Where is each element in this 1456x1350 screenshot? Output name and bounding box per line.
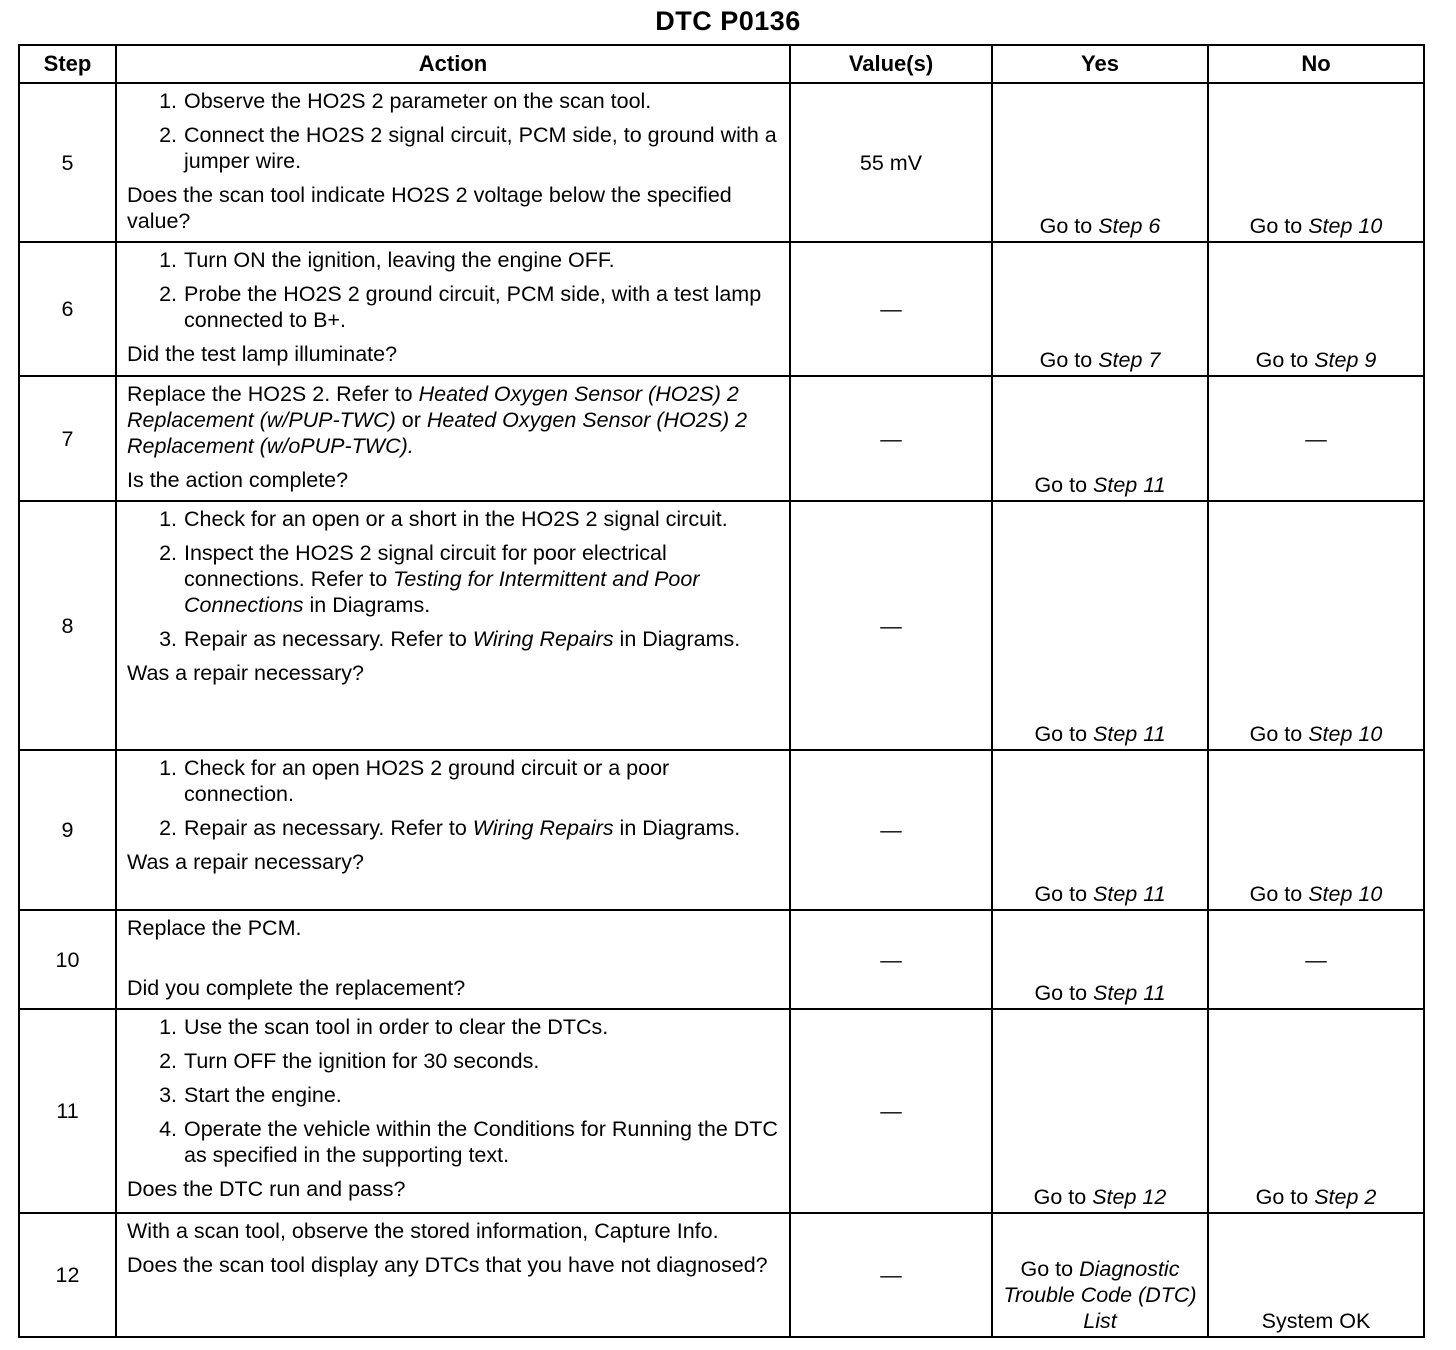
no-cell xyxy=(1208,242,1424,376)
list-item: 1. Check for an open HO2S 2 ground circuit or a poor connection. xyxy=(183,755,781,807)
yes-prefix: Go to xyxy=(1020,1257,1080,1281)
step-number: 6 xyxy=(19,242,116,376)
action-cell xyxy=(116,242,790,376)
value-cell: 55 mV xyxy=(790,83,992,242)
yes-step-link[interactable]: Step 11 xyxy=(1093,722,1166,746)
reference-link[interactable]: Heated Oxygen Sensor (HO2S) 2 Replacement (w/PUP-TWC) xyxy=(127,382,739,432)
table-row xyxy=(19,1213,1424,1337)
yes-reference-link[interactable]: Diagnostic Trouble Code (DTC) List xyxy=(1003,1257,1197,1333)
action-question: Does the scan tool indicate HO2S 2 voltage below the specified value? xyxy=(127,183,732,233)
action-question: Did the test lamp illuminate? xyxy=(127,342,398,366)
list-item: 4. Operate the vehicle within the Conditions for Running the DTC as specified in the supporting text. xyxy=(183,1116,781,1168)
table-row xyxy=(19,242,1424,376)
action-text: or xyxy=(395,408,427,432)
yes-step-link[interactable]: Step 11 xyxy=(1093,981,1166,1005)
action-list xyxy=(127,755,781,841)
action-text: Replace the HO2S 2. Refer to xyxy=(127,382,419,406)
action-question: Is the action complete? xyxy=(127,468,349,492)
no-cell: — xyxy=(1208,910,1424,1009)
no-step-link[interactable]: Step 10 xyxy=(1308,214,1383,238)
action-text: in Diagrams. xyxy=(613,816,741,840)
no-prefix: Go to xyxy=(1249,722,1309,746)
header-value: Value(s) xyxy=(790,45,992,83)
diagnostic-table xyxy=(18,44,1425,1338)
list-item: 1. Observe the HO2S 2 parameter on the scan tool. xyxy=(183,88,781,114)
no-prefix: Go to xyxy=(1249,214,1309,238)
yes-cell xyxy=(992,83,1208,242)
yes-step-link[interactable]: Step 11 xyxy=(1093,882,1166,906)
action-text: Repair as necessary. Refer to xyxy=(184,816,473,840)
yes-cell xyxy=(992,1213,1208,1337)
step-number: 7 xyxy=(19,376,116,501)
header-yes: Yes xyxy=(992,45,1208,83)
yes-cell xyxy=(992,910,1208,1009)
list-item: 2. Turn OFF the ignition for 30 seconds. xyxy=(183,1048,781,1074)
yes-step-link[interactable]: Step 6 xyxy=(1098,214,1161,238)
value-cell: — xyxy=(790,910,992,1009)
action-cell xyxy=(116,501,790,750)
action-question: Does the DTC run and pass? xyxy=(127,1177,406,1201)
action-paragraph xyxy=(127,381,781,459)
table-row xyxy=(19,376,1424,501)
yes-cell xyxy=(992,501,1208,750)
no-cell xyxy=(1208,750,1424,910)
table-row xyxy=(19,1009,1424,1213)
action-list xyxy=(127,247,781,333)
no-cell xyxy=(1208,501,1424,750)
yes-prefix: Go to xyxy=(1034,722,1094,746)
no-cell: — xyxy=(1208,376,1424,501)
action-question: Does the scan tool display any DTCs that you have not diagnosed? xyxy=(127,1253,768,1277)
list-item: 2. Probe the HO2S 2 ground circuit, PCM side, with a test lamp connected to B+. xyxy=(183,281,781,333)
header-action: Action xyxy=(116,45,790,83)
list-item: 1. Turn ON the ignition, leaving the engine OFF. xyxy=(183,247,781,273)
table-row xyxy=(19,750,1424,910)
no-step-link[interactable]: Step 2 xyxy=(1314,1185,1377,1209)
no-step-link[interactable]: Step 10 xyxy=(1308,882,1383,906)
table-row xyxy=(19,83,1424,242)
action-question: Was a repair necessary? xyxy=(127,661,364,685)
step-number: 10 xyxy=(19,910,116,1009)
header-no: No xyxy=(1208,45,1424,83)
no-cell xyxy=(1208,83,1424,242)
action-cell xyxy=(116,83,790,242)
no-prefix: Go to xyxy=(1255,348,1315,372)
action-text: in Diagrams. xyxy=(303,593,431,617)
no-step-link[interactable]: Step 9 xyxy=(1314,348,1377,372)
header-row xyxy=(19,45,1424,83)
list-item: 1. Check for an open or a short in the HO2S 2 signal circuit. xyxy=(183,506,781,532)
action-cell xyxy=(116,1009,790,1213)
yes-prefix: Go to xyxy=(1033,1185,1093,1209)
yes-cell xyxy=(992,1009,1208,1213)
no-cell xyxy=(1208,1009,1424,1213)
yes-step-link[interactable]: Step 7 xyxy=(1098,348,1161,372)
action-text: in Diagrams. xyxy=(613,627,741,651)
table-row xyxy=(19,501,1424,750)
step-number: 11 xyxy=(19,1009,116,1213)
step-number: 9 xyxy=(19,750,116,910)
step-number: 8 xyxy=(19,501,116,750)
value-cell: — xyxy=(790,501,992,750)
action-cell xyxy=(116,376,790,501)
reference-link[interactable]: Wiring Repairs xyxy=(472,816,614,840)
value-cell: — xyxy=(790,1009,992,1213)
list-item xyxy=(183,540,781,618)
value-cell: — xyxy=(790,242,992,376)
step-number: 5 xyxy=(19,83,116,242)
list-item: 3. Start the engine. xyxy=(183,1082,781,1108)
list-item xyxy=(183,626,781,652)
yes-step-link[interactable]: Step 11 xyxy=(1093,473,1166,497)
list-item: 2. Connect the HO2S 2 signal circuit, PCM side, to ground with a jumper wire. xyxy=(183,122,781,174)
action-paragraph: Replace the PCM. xyxy=(127,916,302,940)
header-step: Step xyxy=(19,45,116,83)
action-cell xyxy=(116,910,790,1009)
value-cell: — xyxy=(790,1213,992,1337)
action-text: Inspect the HO2S 2 signal circuit for poor electrical connections. Refer to xyxy=(184,541,667,591)
step-number: 12 xyxy=(19,1213,116,1337)
yes-cell xyxy=(992,750,1208,910)
action-cell xyxy=(116,1213,790,1337)
reference-link[interactable]: Heated Oxygen Sensor (HO2S) 2 Replacement (w/oPUP-TWC). xyxy=(127,408,748,458)
action-paragraph: With a scan tool, observe the stored information, Capture Info. xyxy=(127,1219,719,1243)
no-cell: System OK xyxy=(1208,1213,1424,1337)
action-list xyxy=(127,88,781,174)
action-list xyxy=(127,1014,781,1168)
value-cell: — xyxy=(790,750,992,910)
no-prefix: Go to xyxy=(1249,882,1309,906)
table-row xyxy=(19,910,1424,1009)
yes-prefix: Go to xyxy=(1039,214,1099,238)
action-question: Did you complete the replacement? xyxy=(127,976,466,1000)
reference-link[interactable]: Wiring Repairs xyxy=(472,627,614,651)
no-prefix: Go to xyxy=(1255,1185,1315,1209)
list-item xyxy=(183,815,781,841)
yes-cell xyxy=(992,242,1208,376)
action-list xyxy=(127,506,781,652)
page-title: DTC P0136 xyxy=(655,6,801,36)
yes-prefix: Go to xyxy=(1034,882,1094,906)
yes-prefix: Go to xyxy=(1039,348,1099,372)
yes-prefix: Go to xyxy=(1034,473,1094,497)
yes-prefix: Go to xyxy=(1034,981,1094,1005)
action-question: Was a repair necessary? xyxy=(127,850,364,874)
yes-cell xyxy=(992,376,1208,501)
yes-step-link[interactable]: Step 12 xyxy=(1092,1185,1167,1209)
no-step-link[interactable]: Step 10 xyxy=(1308,722,1383,746)
list-item: 1. Use the scan tool in order to clear the DTCs. xyxy=(183,1014,781,1040)
action-text: Repair as necessary. Refer to xyxy=(184,627,473,651)
action-cell xyxy=(116,750,790,910)
reference-link[interactable]: Testing for Intermittent and Poor Connections xyxy=(184,567,700,617)
value-cell: — xyxy=(790,376,992,501)
